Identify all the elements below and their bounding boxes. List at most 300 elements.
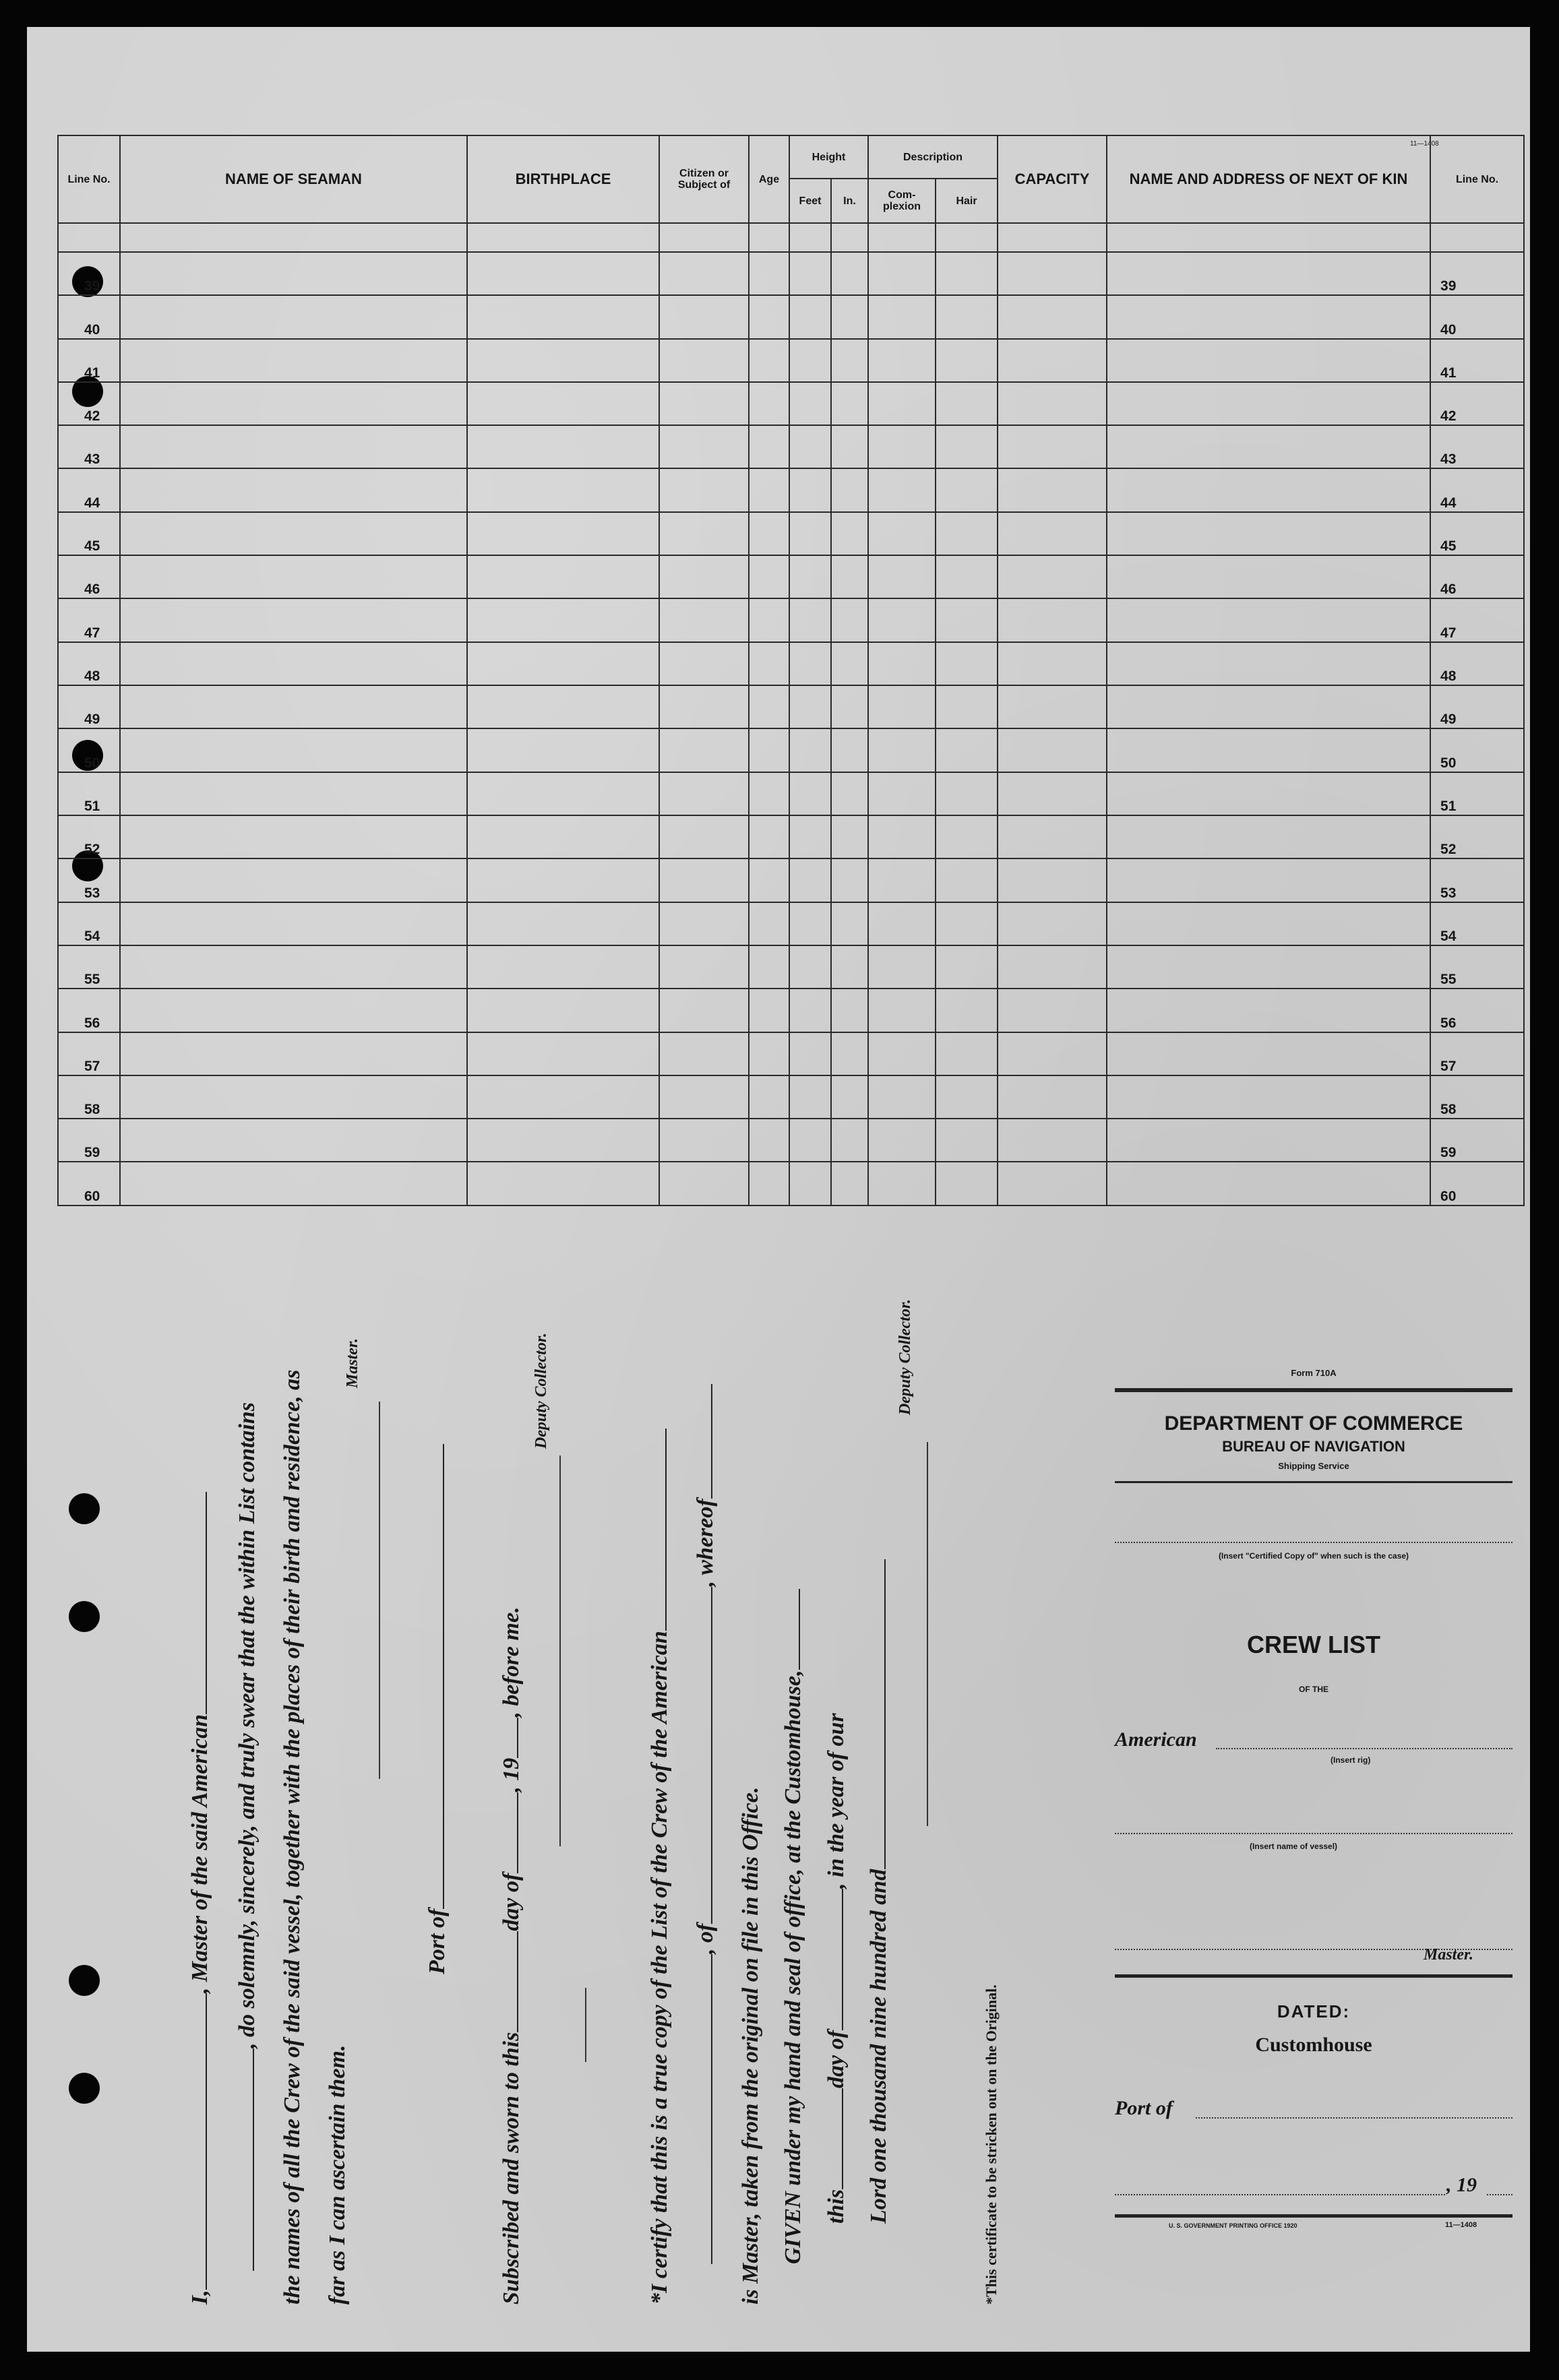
line-number-right: 42 xyxy=(1430,382,1524,425)
name-blank xyxy=(206,1993,207,2290)
entry-cell[interactable] xyxy=(467,1162,659,1205)
entry-cell[interactable] xyxy=(831,1119,868,1162)
entry-cell[interactable] xyxy=(1107,642,1430,685)
punch-hole xyxy=(69,1493,100,1524)
table-row xyxy=(58,339,1524,382)
affidavit-i: I, xyxy=(187,2290,212,2305)
entry-cell[interactable] xyxy=(998,1032,1107,1075)
given-line xyxy=(781,1589,806,2264)
entry-cell[interactable] xyxy=(789,295,831,338)
year-blank xyxy=(517,1718,518,1758)
entry-cell[interactable] xyxy=(936,598,998,641)
line-number-right: 52 xyxy=(1430,815,1524,858)
line-number-left: 49 xyxy=(58,685,120,728)
entry-cell[interactable] xyxy=(1107,728,1430,772)
entry-cell[interactable] xyxy=(1107,945,1430,989)
entry-cell[interactable] xyxy=(659,1032,749,1075)
line-number-right: 53 xyxy=(1430,858,1524,902)
entry-cell[interactable] xyxy=(789,1119,831,1162)
entry-cell[interactable] xyxy=(1107,858,1430,902)
entry-cell[interactable] xyxy=(1107,685,1430,728)
entry-cell[interactable] xyxy=(868,945,936,989)
american-label: American xyxy=(1115,1728,1197,1751)
blank xyxy=(711,1384,712,1499)
cover-rule-2 xyxy=(1115,1974,1512,1978)
entry-cell[interactable] xyxy=(998,945,1107,989)
entry-cell[interactable] xyxy=(998,772,1107,815)
entry-cell[interactable] xyxy=(868,1075,936,1119)
entry-cell[interactable] xyxy=(936,728,998,772)
entry-cell[interactable] xyxy=(831,989,868,1032)
form-code-top: 11—1408 xyxy=(1410,140,1439,148)
entry-cell[interactable] xyxy=(998,555,1107,598)
entry-cell[interactable] xyxy=(868,989,936,1032)
entry-cell[interactable] xyxy=(749,1032,789,1075)
table-row xyxy=(58,1075,1524,1119)
line-number-left: 46 xyxy=(58,555,120,598)
entry-cell[interactable] xyxy=(868,1119,936,1162)
deputy-collector-label: Deputy Collector. xyxy=(532,1333,550,1449)
line-number-left: 41 xyxy=(58,339,120,382)
entry-cell[interactable] xyxy=(467,1032,659,1075)
line-number-right: 54 xyxy=(1430,902,1524,945)
entry-cell[interactable] xyxy=(789,425,831,468)
entry-cell[interactable] xyxy=(467,945,659,989)
entry-cell[interactable] xyxy=(831,382,868,425)
entry-cell[interactable] xyxy=(998,1162,1107,1205)
deputy-signature-line xyxy=(559,1455,561,1846)
entry-cell[interactable] xyxy=(1107,772,1430,815)
entry-cell[interactable] xyxy=(1107,512,1430,555)
line-number-left: 51 xyxy=(58,772,120,815)
entry-cell[interactable] xyxy=(659,989,749,1032)
of-whereof-line xyxy=(693,1384,719,2264)
entry-cell[interactable] xyxy=(936,1032,998,1075)
entry-cell[interactable] xyxy=(998,728,1107,772)
cover-master-label: Master. xyxy=(1424,1946,1474,1964)
entry-cell[interactable] xyxy=(936,1119,998,1162)
entry-cell[interactable] xyxy=(998,252,1107,295)
entry-cell[interactable] xyxy=(998,642,1107,685)
entry-cell[interactable] xyxy=(831,772,868,815)
entry-cell[interactable] xyxy=(831,815,868,858)
entry-cell[interactable] xyxy=(998,902,1107,945)
entry-cell[interactable] xyxy=(1107,902,1430,945)
entry-cell[interactable] xyxy=(659,685,749,728)
entry-cell[interactable] xyxy=(998,1119,1107,1162)
lord-text: Lord one thousand nine hundred and xyxy=(866,1869,891,2224)
entry-cell[interactable] xyxy=(936,252,998,295)
entry-cell[interactable] xyxy=(831,1075,868,1119)
line-number-left: 54 xyxy=(58,902,120,945)
entry-cell[interactable] xyxy=(659,252,749,295)
entry-cell[interactable] xyxy=(868,902,936,945)
entry-cell[interactable] xyxy=(120,815,467,858)
entry-cell[interactable] xyxy=(831,1032,868,1075)
entry-cell[interactable] xyxy=(749,555,789,598)
entry-cell[interactable] xyxy=(1107,1032,1430,1075)
entry-cell[interactable] xyxy=(936,555,998,598)
entry-cell[interactable] xyxy=(659,555,749,598)
entry-cell[interactable] xyxy=(120,1119,467,1162)
entry-cell[interactable] xyxy=(120,902,467,945)
line-number-left: 45 xyxy=(58,512,120,555)
entry-cell[interactable] xyxy=(868,468,936,511)
entry-cell[interactable] xyxy=(659,772,749,815)
line-number-left: 60 xyxy=(58,1162,120,1205)
entry-cell[interactable] xyxy=(467,425,659,468)
entry-cell[interactable] xyxy=(659,945,749,989)
entry-cell[interactable] xyxy=(998,685,1107,728)
entry-cell[interactable] xyxy=(936,425,998,468)
entry-cell[interactable] xyxy=(868,339,936,382)
is-master-line: is Master, taken from the original on file in this Office. xyxy=(738,1786,763,2305)
dated-label: DATED: xyxy=(1277,2001,1351,2022)
entry-cell[interactable] xyxy=(936,1162,998,1205)
table-spacer-row xyxy=(58,223,1524,252)
line-number-right: 51 xyxy=(1430,772,1524,815)
entry-cell[interactable] xyxy=(467,295,659,338)
master-label: Master. xyxy=(344,1338,361,1388)
cover-top-rule xyxy=(1115,1388,1512,1392)
entry-cell[interactable] xyxy=(789,382,831,425)
entry-cell[interactable] xyxy=(789,555,831,598)
line-number-right: 45 xyxy=(1430,512,1524,555)
entry-cell[interactable] xyxy=(936,989,998,1032)
entry-cell[interactable] xyxy=(868,425,936,468)
entry-cell[interactable] xyxy=(789,902,831,945)
entry-cell[interactable] xyxy=(936,642,998,685)
entry-cell[interactable] xyxy=(789,512,831,555)
entry-cell[interactable] xyxy=(831,1162,868,1205)
table-row xyxy=(58,598,1524,641)
cover-form-code: 11—1408 xyxy=(1445,2221,1477,2229)
deputy-signature-line-2 xyxy=(927,1442,928,1826)
entry-cell[interactable] xyxy=(749,685,789,728)
table-row xyxy=(58,858,1524,902)
entry-cell[interactable] xyxy=(831,902,868,945)
entry-cell[interactable] xyxy=(1107,598,1430,641)
entry-cell[interactable] xyxy=(998,989,1107,1032)
entry-cell[interactable] xyxy=(936,945,998,989)
blank xyxy=(842,2088,843,2189)
entry-cell[interactable] xyxy=(749,902,789,945)
entry-cell[interactable] xyxy=(120,858,467,902)
department: DEPARTMENT OF COMMERCE xyxy=(1164,1412,1463,1435)
entry-cell[interactable] xyxy=(120,468,467,511)
entry-cell[interactable] xyxy=(868,685,936,728)
entry-cell[interactable] xyxy=(789,1075,831,1119)
line-number-left: 53 xyxy=(58,858,120,902)
entry-cell[interactable] xyxy=(749,468,789,511)
entry-cell[interactable] xyxy=(467,252,659,295)
entry-cell[interactable] xyxy=(868,642,936,685)
entry-cell[interactable] xyxy=(120,512,467,555)
entry-cell[interactable] xyxy=(659,425,749,468)
cover-panel xyxy=(1115,1368,1512,2264)
entry-cell[interactable] xyxy=(120,945,467,989)
entry-cell[interactable] xyxy=(831,252,868,295)
entry-cell[interactable] xyxy=(749,512,789,555)
entry-cell[interactable] xyxy=(1107,295,1430,338)
entry-cell[interactable] xyxy=(789,339,831,382)
entry-cell[interactable] xyxy=(1107,1162,1430,1205)
form-number: Form 710A xyxy=(1291,1368,1337,1378)
entry-cell[interactable] xyxy=(120,1075,467,1119)
entry-cell[interactable] xyxy=(789,468,831,511)
entry-cell[interactable] xyxy=(868,1032,936,1075)
entry-cell[interactable] xyxy=(120,382,467,425)
line-number-left: 52 xyxy=(58,815,120,858)
table-row xyxy=(58,902,1524,945)
entry-cell[interactable] xyxy=(998,858,1107,902)
entry-cell[interactable] xyxy=(659,858,749,902)
entry-cell[interactable] xyxy=(789,989,831,1032)
entry-cell[interactable] xyxy=(831,425,868,468)
certify-text: *I certify that this is a true copy of the List of the Crew of the American xyxy=(647,1631,672,2305)
entry-cell[interactable] xyxy=(936,382,998,425)
entry-cell[interactable] xyxy=(998,382,1107,425)
entry-cell[interactable] xyxy=(831,728,868,772)
entry-cell[interactable] xyxy=(659,728,749,772)
entry-cell[interactable] xyxy=(1107,382,1430,425)
entry-cell[interactable] xyxy=(467,339,659,382)
header-line-no: Line No. xyxy=(58,135,120,223)
entry-cell[interactable] xyxy=(868,252,936,295)
entry-cell[interactable] xyxy=(659,295,749,338)
entry-cell[interactable] xyxy=(789,252,831,295)
entry-cell[interactable] xyxy=(659,512,749,555)
entry-cell[interactable] xyxy=(1107,555,1430,598)
header-feet: Feet xyxy=(789,179,831,223)
day-blank xyxy=(517,1931,518,2032)
line-number-right: 41 xyxy=(1430,339,1524,382)
entry-cell[interactable] xyxy=(831,858,868,902)
short-rule xyxy=(585,1988,586,2062)
entry-cell[interactable] xyxy=(749,252,789,295)
entry-cell[interactable] xyxy=(1107,1119,1430,1162)
entry-cell[interactable] xyxy=(749,1162,789,1205)
subscribed-text: Subscribed and sworn to this xyxy=(499,2032,524,2305)
entry-cell[interactable] xyxy=(789,945,831,989)
line-number-left: 48 xyxy=(58,642,120,685)
entry-cell[interactable] xyxy=(120,252,467,295)
entry-cell[interactable] xyxy=(868,858,936,902)
entry-cell[interactable] xyxy=(749,858,789,902)
entry-cell[interactable] xyxy=(789,1032,831,1075)
entry-cell[interactable] xyxy=(998,295,1107,338)
entry-cell[interactable] xyxy=(120,425,467,468)
line-number-right: 43 xyxy=(1430,425,1524,468)
entry-cell[interactable] xyxy=(831,555,868,598)
entry-cell[interactable] xyxy=(998,1075,1107,1119)
entry-cell[interactable] xyxy=(868,295,936,338)
vessel-blank xyxy=(206,1492,207,1714)
entry-cell[interactable] xyxy=(467,728,659,772)
entry-cell[interactable] xyxy=(120,772,467,815)
entry-cell[interactable] xyxy=(120,339,467,382)
entry-cell[interactable] xyxy=(749,339,789,382)
line-number-left: 39 xyxy=(58,252,120,295)
line-number-left: 56 xyxy=(58,989,120,1032)
entry-cell[interactable] xyxy=(467,642,659,685)
entry-cell[interactable] xyxy=(868,598,936,641)
entry-cell[interactable] xyxy=(659,1075,749,1119)
entry-cell[interactable] xyxy=(998,468,1107,511)
port-of-label: Port of xyxy=(425,1908,450,1974)
line-number-right: 60 xyxy=(1430,1162,1524,1205)
entry-cell[interactable] xyxy=(749,989,789,1032)
entry-cell[interactable] xyxy=(659,598,749,641)
entry-cell[interactable] xyxy=(749,1075,789,1119)
entry-cell[interactable] xyxy=(659,1162,749,1205)
entry-cell[interactable] xyxy=(1107,252,1430,295)
entry-cell[interactable] xyxy=(1107,1075,1430,1119)
entry-cell[interactable] xyxy=(936,902,998,945)
entry-cell[interactable] xyxy=(120,555,467,598)
entry-cell[interactable] xyxy=(936,815,998,858)
entry-cell[interactable] xyxy=(868,382,936,425)
blank xyxy=(842,1889,843,2030)
entry-cell[interactable] xyxy=(936,772,998,815)
entry-cell[interactable] xyxy=(831,512,868,555)
entry-cell[interactable] xyxy=(789,1162,831,1205)
entry-cell[interactable] xyxy=(789,728,831,772)
blank xyxy=(884,1559,886,1869)
entry-cell[interactable] xyxy=(936,468,998,511)
entry-cell[interactable] xyxy=(936,295,998,338)
entry-cell[interactable] xyxy=(120,728,467,772)
entry-cell[interactable] xyxy=(467,555,659,598)
entry-cell[interactable] xyxy=(749,598,789,641)
entry-cell[interactable] xyxy=(1107,989,1430,1032)
entry-cell[interactable] xyxy=(749,1119,789,1162)
entry-cell[interactable] xyxy=(749,728,789,772)
line-number-left: 58 xyxy=(58,1075,120,1119)
entry-cell[interactable] xyxy=(659,468,749,511)
entry-cell[interactable] xyxy=(831,468,868,511)
entry-cell[interactable] xyxy=(789,642,831,685)
entry-cell[interactable] xyxy=(120,1032,467,1075)
line-number-right: 50 xyxy=(1430,728,1524,772)
entry-cell[interactable] xyxy=(831,598,868,641)
entry-cell[interactable] xyxy=(467,815,659,858)
blank xyxy=(253,2048,254,2271)
entry-cell[interactable] xyxy=(749,772,789,815)
entry-cell[interactable] xyxy=(868,728,936,772)
entry-cell[interactable] xyxy=(789,598,831,641)
entry-cell[interactable] xyxy=(467,685,659,728)
entry-cell[interactable] xyxy=(467,468,659,511)
table-row xyxy=(58,555,1524,598)
entry-cell[interactable] xyxy=(1107,339,1430,382)
entry-cell[interactable] xyxy=(659,382,749,425)
entry-cell[interactable] xyxy=(659,642,749,685)
entry-cell[interactable] xyxy=(467,902,659,945)
entry-cell[interactable] xyxy=(831,295,868,338)
entry-cell[interactable] xyxy=(789,858,831,902)
entry-cell[interactable] xyxy=(1107,815,1430,858)
entry-cell[interactable] xyxy=(936,1075,998,1119)
entry-cell[interactable] xyxy=(936,858,998,902)
entry-cell[interactable] xyxy=(467,772,659,815)
entry-cell[interactable] xyxy=(467,512,659,555)
entry-cell[interactable] xyxy=(120,295,467,338)
subscribed-line xyxy=(499,1606,524,2305)
entry-cell[interactable] xyxy=(749,815,789,858)
entry-cell[interactable] xyxy=(789,815,831,858)
entry-cell[interactable] xyxy=(467,1075,659,1119)
crew-list-title: CREW LIST xyxy=(1247,1631,1380,1658)
entry-cell[interactable] xyxy=(998,598,1107,641)
entry-cell[interactable] xyxy=(789,772,831,815)
header-capacity: CAPACITY xyxy=(998,135,1107,223)
entry-cell[interactable] xyxy=(120,598,467,641)
entry-cell[interactable] xyxy=(868,772,936,815)
entry-cell[interactable] xyxy=(659,815,749,858)
entry-cell[interactable] xyxy=(749,945,789,989)
entry-cell[interactable] xyxy=(831,685,868,728)
of-text: , of xyxy=(693,1923,718,1954)
insert-certified-note: (Insert "Certified Copy of" when such is the case) xyxy=(1218,1551,1409,1561)
entry-cell[interactable] xyxy=(831,945,868,989)
bureau: BUREAU OF NAVIGATION xyxy=(1222,1438,1405,1455)
entry-cell[interactable] xyxy=(789,685,831,728)
entry-cell[interactable] xyxy=(749,425,789,468)
entry-cell[interactable] xyxy=(998,512,1107,555)
entry-cell[interactable] xyxy=(936,512,998,555)
entry-cell[interactable] xyxy=(831,642,868,685)
entry-cell[interactable] xyxy=(1107,468,1430,511)
entry-cell[interactable] xyxy=(868,512,936,555)
master-signature-line xyxy=(379,1402,380,1779)
entry-cell[interactable] xyxy=(120,685,467,728)
entry-cell[interactable] xyxy=(659,339,749,382)
entry-cell[interactable] xyxy=(749,295,789,338)
entry-cell[interactable] xyxy=(749,382,789,425)
entry-cell[interactable] xyxy=(1107,425,1430,468)
entry-cell[interactable] xyxy=(936,685,998,728)
entry-cell[interactable] xyxy=(749,642,789,685)
entry-cell[interactable] xyxy=(467,1119,659,1162)
entry-cell[interactable] xyxy=(467,858,659,902)
entry-cell[interactable] xyxy=(998,815,1107,858)
entry-cell[interactable] xyxy=(467,382,659,425)
entry-cell[interactable] xyxy=(868,555,936,598)
entry-cell[interactable] xyxy=(659,1119,749,1162)
entry-cell[interactable] xyxy=(467,989,659,1032)
entry-cell[interactable] xyxy=(467,598,659,641)
header-birthplace: BIRTHPLACE xyxy=(467,135,659,223)
entry-cell[interactable] xyxy=(868,1162,936,1205)
table-row xyxy=(58,425,1524,468)
entry-cell[interactable] xyxy=(120,989,467,1032)
entry-cell[interactable] xyxy=(831,339,868,382)
port-of-line xyxy=(425,1444,450,1974)
entry-cell[interactable] xyxy=(868,815,936,858)
entry-cell[interactable] xyxy=(659,902,749,945)
entry-cell[interactable] xyxy=(998,425,1107,468)
entry-cell[interactable] xyxy=(120,642,467,685)
punch-hole xyxy=(69,1601,100,1632)
line-number-right: 48 xyxy=(1430,642,1524,685)
table-row xyxy=(58,1032,1524,1075)
entry-cell[interactable] xyxy=(120,1162,467,1205)
entry-cell[interactable] xyxy=(936,339,998,382)
entry-cell[interactable] xyxy=(998,339,1107,382)
line-number-right: 57 xyxy=(1430,1032,1524,1075)
rig-blank xyxy=(1216,1748,1512,1749)
